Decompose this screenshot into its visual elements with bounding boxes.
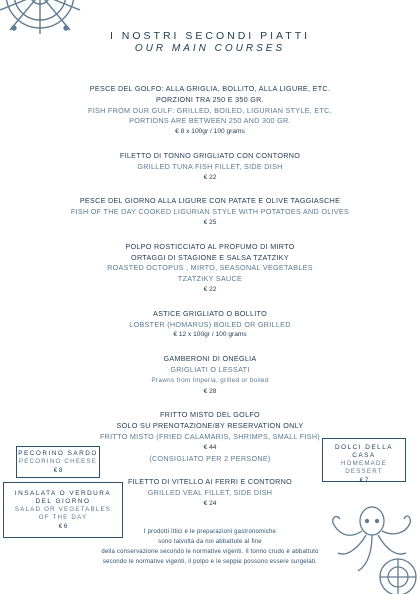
dish-description: PORTIONS ARE BETWEEN 250 AND 300 GR. bbox=[129, 116, 291, 126]
dolci-box bbox=[322, 438, 406, 482]
dish-name: PESCE DEL GIORNO ALLA LIGURE CON PATATE E OLIVE TAGGIASCHE bbox=[79, 196, 341, 206]
octopus-icon bbox=[310, 499, 420, 594]
dish-item bbox=[0, 196, 420, 228]
dish-description: TZATZIKY SAUCE bbox=[177, 274, 243, 284]
dish-name: POLPO ROSTICCIATO AL PROFUMO DI MIRTO bbox=[125, 241, 295, 251]
dish-price: € 22 bbox=[203, 285, 217, 293]
dish-price: € 44 bbox=[203, 443, 217, 451]
dish-note: (CONSIGLIATO PER 2 PERSONE) bbox=[149, 453, 271, 463]
dish-name: FILETTO DI VITELLO AI FERRI E CONTORNO bbox=[127, 477, 293, 487]
dish-description: FISH FROM OUR GULF: GRILLED, BOILED, LIGURIAN STYLE, ETC. bbox=[88, 105, 332, 115]
insalata-title-1: INSALATA O VERDURA bbox=[14, 490, 112, 497]
dolci-price: € 7 bbox=[359, 477, 369, 484]
pecorino-box bbox=[16, 446, 100, 478]
dish-name: SOLO SU PRENOTAZIONE/BY RESERVATION ONLY bbox=[116, 421, 304, 431]
dish-description: GRILLED VEAL FILLET, SIDE DISH bbox=[147, 488, 273, 498]
insalata-subtitle-2: OF THE DAY bbox=[38, 514, 88, 521]
dish-description: ROASTED OCTOPUS , MIRTO, SEASONAL VEGETABLES bbox=[107, 263, 313, 273]
dish-name: FRITTO MISTO DEL GOLFO bbox=[160, 410, 260, 420]
dish-name: FILETTO DI TONNO GRIGLIATO CON CONTORNO bbox=[119, 150, 301, 160]
dish-item bbox=[0, 242, 420, 296]
dish-name: ASTICE GRIGLIATO O BOLLITO bbox=[152, 308, 268, 318]
dish-price: € 22 bbox=[203, 173, 217, 181]
dish-name: ORTAGGI DI STAGIONE E SALSA TZATZIKY bbox=[131, 252, 289, 262]
dolci-title-1: DOLCI DELLA bbox=[334, 444, 394, 451]
dish-description: FISH OF THE DAY COOKED LIGURIAN STYLE WITH POTATOES AND OLIVES bbox=[70, 207, 350, 217]
menu-header bbox=[0, 30, 420, 54]
pecorino-subtitle: PECORINO CHEESE bbox=[18, 458, 98, 465]
dish-item bbox=[0, 309, 420, 341]
dish-price: € 8 x 100gr / 100 grams bbox=[175, 128, 245, 136]
page-title: I NOSTRI SECONDI PIATTI bbox=[109, 30, 311, 42]
dish-name: GAMBERONI DI ONEGLIA bbox=[163, 354, 257, 364]
dish-price: € 24 bbox=[203, 499, 217, 507]
dish-name: PORZIONI TRA 250 E 350 GR. bbox=[156, 94, 264, 104]
note-line: sono talvolta da noi abbattute al fine bbox=[158, 539, 262, 545]
dish-description: GRILLED TUNA FISH FILLET, SIDE DISH bbox=[137, 161, 283, 171]
dish-item bbox=[0, 151, 420, 183]
dolci-subtitle-2: DESSERT bbox=[345, 468, 383, 475]
page-subtitle: OUR MAIN COURSES bbox=[134, 43, 286, 54]
insalata-subtitle-1: SALAD OR VEGETABLES bbox=[14, 506, 112, 513]
note-line: della conservazione secondo le normative vigenti. Il tonno crudo è abbattuto bbox=[101, 549, 319, 555]
dish-description: LOBSTER (HOMARUS) BOILED OR GRILLED bbox=[129, 319, 291, 329]
dish-name: PESCE DEL GOLFO: ALLA GRIGLIA, BOLLITO, ALLA LIGURE, ETC. bbox=[89, 84, 331, 93]
dish-price: € 12 x 100gr / 100 grams bbox=[173, 331, 247, 339]
ship-wheel-icon bbox=[0, 0, 100, 34]
dish-price: € 28 bbox=[203, 387, 217, 395]
note-line: I prodotti ittici e le preparazioni gastronomiche bbox=[143, 529, 277, 535]
insalata-price: € 6 bbox=[58, 523, 68, 530]
pecorino-title: PECORINO SARDO bbox=[18, 450, 98, 457]
dish-item bbox=[0, 354, 420, 397]
dish-item bbox=[0, 84, 420, 138]
note-line: secondo le normative vigenti, il polpo e le seppie possono essere surgelati. bbox=[102, 559, 318, 565]
dish-description: Prawns from Imperia, grilled or boiled bbox=[151, 376, 269, 384]
dish-description: FRITTO MISTO (FRIED CALAMARIS, SHRIMPS, SMALL FISH) bbox=[99, 431, 321, 441]
insalata-title-2: DEL GIORNO bbox=[35, 498, 91, 505]
pecorino-price: € 8 bbox=[53, 467, 63, 474]
dolci-title-2: CASA bbox=[352, 452, 376, 459]
dish-description: GRIGLIATI O LESSATI bbox=[170, 364, 250, 374]
dish-price: € 25 bbox=[203, 218, 217, 226]
dolci-subtitle-1: HOMEMADE bbox=[340, 460, 388, 467]
